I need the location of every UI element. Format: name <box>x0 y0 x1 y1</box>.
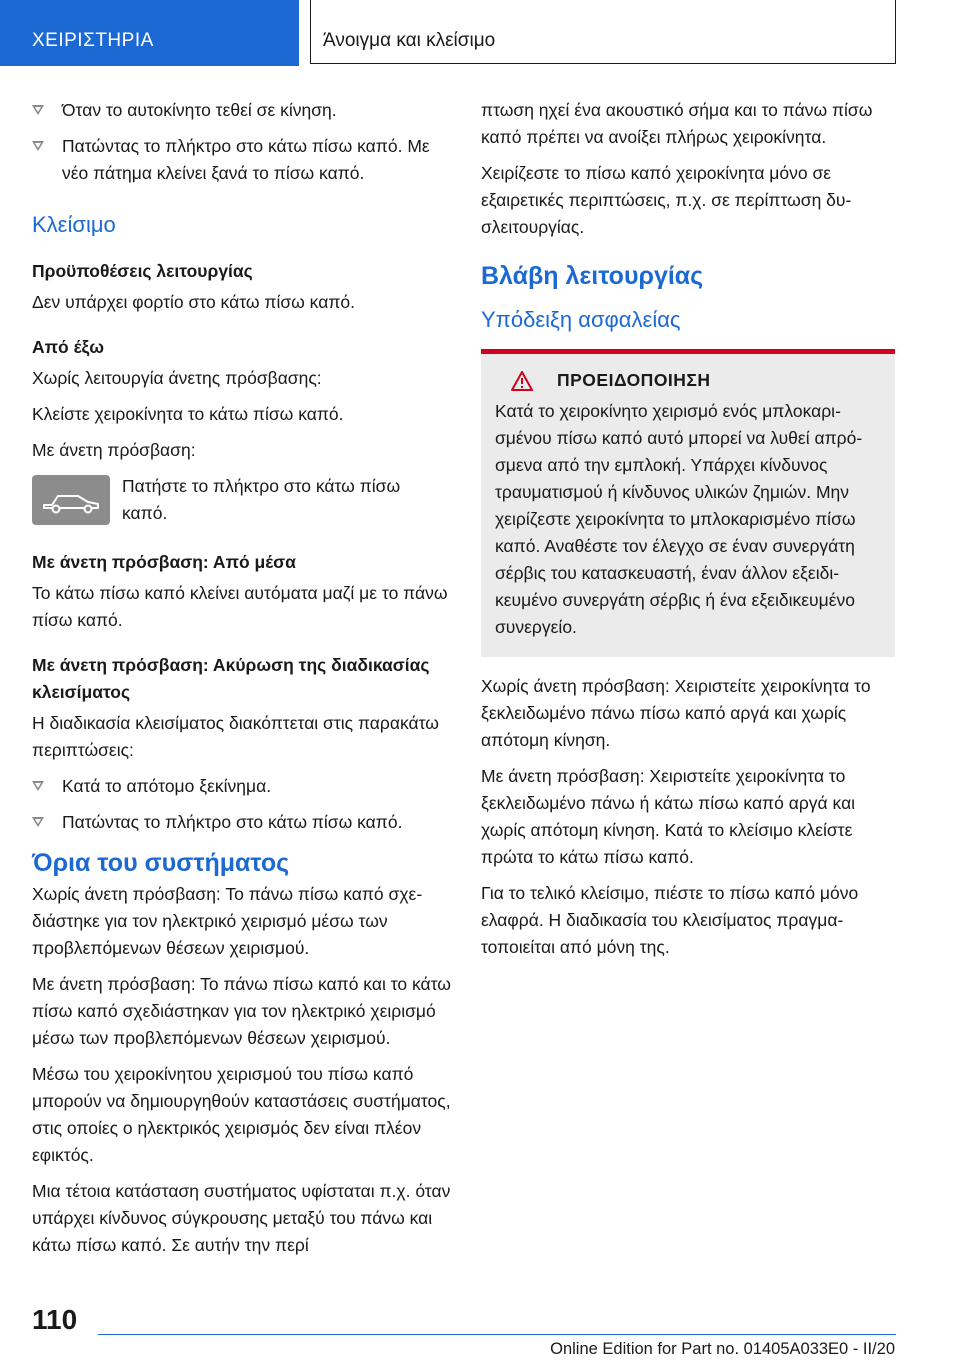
edition-text: Online Edition for Part no. 01405A033E0 - II/20 <box>550 1340 895 1358</box>
warning-text: Κατά το χειροκίνητο χειρισμό ενός μπλοκαρισμένου πίσω καπό αυτό μπορεί να λυθεί απρόσμενα από την εμπλοκή. Υπάρχει κίνδυνος τραυματισμού ή κίνδυνος υλικών ζημιών. Μην χειρίζεστε χειροκίνητα το μπλοκαρισμένο πίσω καπό. Αναθέστε τον έλεγχο σε έναν συνεργάτη σέρβις του κατασκευαστή, έναν άλλον εξειδικευμένο συνεργάτη σέρβις ή ένα εξειδικευμένο συνεργείο. <box>495 401 863 637</box>
icon-text: Πατήστε το πλήκτρο στο κάτω πίσω καπό. <box>122 476 401 523</box>
footer-divider <box>98 1334 896 1335</box>
no-comfort-text: Χωρίς άνετη πρόσβαση: Χειριστείτε χειροκίνητα το ξεκλειδωμένο πάνω πίσω καπό αργά και χωρίς απότομη κίνηση. <box>481 676 871 750</box>
prereq-text: Δεν υπάρχει φορτίο στο κάτω πίσω καπό. <box>32 292 356 312</box>
limits-text-3: Μέσω του χειροκίνητου χειρισμού του πίσω καπό μπορούν να δημιουργηθούν καταστάσεις συστήματος, στις οποίες ο ηλεκτρικός χειρισμός δεν είναι πλέον εφικτός. <box>32 1064 451 1165</box>
final-text: Για το τελικό κλείσιμο, πιέστε το πίσω καπό μόνο ελαφρά. Η διαδικασία του κλεισίματος πραγματοποιείται από μόνη της. <box>481 883 859 957</box>
inside-heading: Με άνετη πρόσβαση: Από μέσα <box>32 552 296 572</box>
outside-text-1: Χωρίς λειτουργία άνετης πρόσβασης: <box>32 368 322 388</box>
limits-heading: Όρια του συστήματος <box>32 849 290 877</box>
triangle-bullet-icon <box>32 817 44 827</box>
inside-text: Το κάτω πίσω καπό κλείνει αυτόματα μαζί με το πάνω πίσω καπό. <box>32 583 448 630</box>
page-number: 110 <box>32 1304 78 1335</box>
car-tailgate-icon <box>32 475 110 525</box>
bullet-item: Πατώντας το πλήκτρο στο κάτω πίσω καπό. Με νέο πάτημα κλείνει ξανά το πίσω καπό. <box>32 133 452 187</box>
outside-text-3: Με άνετη πρόσβαση: <box>32 440 196 460</box>
triangle-bullet-icon <box>32 105 44 115</box>
closing-heading: Κλείσιμο <box>32 212 116 237</box>
limits-text-2: Με άνετη πρόσβαση: Το πάνω πίσω καπό και το κάτω πίσω καπό σχεδιάστηκαν για τον ηλεκτρικό χειρισμό μέσω των προβλεπόμενων θέσεων χειρισμού. <box>32 974 451 1048</box>
safety-heading: Υπόδειξη ασφαλείας <box>481 307 681 332</box>
comfort-text: Με άνετη πρόσβαση: Χειριστείτε χειροκίνητα το ξεκλειδωμένο πάνω ή κάτω πίσω καπό αργά και χωρίς απότομη κίνηση. Κατά το κλείσιμο κλείστε πρώτα το κάτω πίσω καπό. <box>481 766 856 867</box>
limits-text-4: Μια τέτοια κατάσταση συστήματος υφίσταται π.χ. όταν υπάρχει κίνδυνος σύγκρουσης μεταξύ του πάνω και κάτω πίσω καπό. Σε αυτήν την περί <box>32 1181 451 1255</box>
section-tab <box>0 0 299 66</box>
warning-title: ΠΡΟΕΙΔΟΠΟΙΗΣΗ <box>557 370 711 390</box>
triangle-bullet-icon <box>32 141 44 151</box>
prereq-heading: Προϋποθέσεις λειτουργίας <box>32 261 253 281</box>
chapter-title: Άνοιγμα και κλείσιμο <box>323 30 496 51</box>
outside-text-2: Κλείστε χειροκίνητα το κάτω πίσω καπό. <box>32 404 344 424</box>
bullet-item: Κατά το απότομο ξεκίνημα. <box>32 773 452 800</box>
section-title: ΧΕΙΡΙΣΤΗΡΙΑ <box>32 30 154 51</box>
left-column <box>32 97 452 1268</box>
triangle-bullet-icon <box>32 781 44 791</box>
page-footer <box>0 1296 960 1362</box>
malfunction-heading: Βλάβη λειτουργίας <box>481 262 704 290</box>
continued-text-2: Χειρίζεστε το πίσω καπό χειροκίνητα μόνο σε εξαιρετικές περιπτώσεις, π.χ. σε περίπτωση δυσλειτουργίας. <box>481 163 852 237</box>
chapter-tab <box>310 0 896 64</box>
warning-triangle-icon <box>511 371 533 391</box>
warning-box <box>481 349 895 657</box>
page-header <box>0 0 960 66</box>
cancel-heading: Με άνετη πρόσβαση: Ακύρωση της διαδικασίας κλεισίματος <box>32 655 430 702</box>
cancel-text: Η διαδικασία κλεισίματος διακόπτεται στις παρακάτω περιπτώσεις: <box>32 713 439 760</box>
limits-text-1: Χωρίς άνετη πρόσβαση: Το πάνω πίσω καπό σχεδιάστηκε για τον ηλεκτρικό χειρισμό μέσω των προβλεπόμενων θέσεων χειρισμού. <box>32 884 423 958</box>
warning-header <box>495 367 881 394</box>
icon-instruction <box>32 473 452 527</box>
outside-heading: Από έξω <box>32 337 105 357</box>
bullet-item: Πατώντας το πλήκτρο στο κάτω πίσω καπό. <box>32 809 452 836</box>
continued-text-1: πτωση ηχεί ένα ακουστικό σήμα και το πάνω πίσω καπό πρέπει να ανοίξει πλήρως χειροκίνητα. <box>481 100 873 147</box>
bullet-item: Όταν το αυτοκίνητο τεθεί σε κίνηση. <box>32 97 452 124</box>
right-column <box>481 97 895 970</box>
